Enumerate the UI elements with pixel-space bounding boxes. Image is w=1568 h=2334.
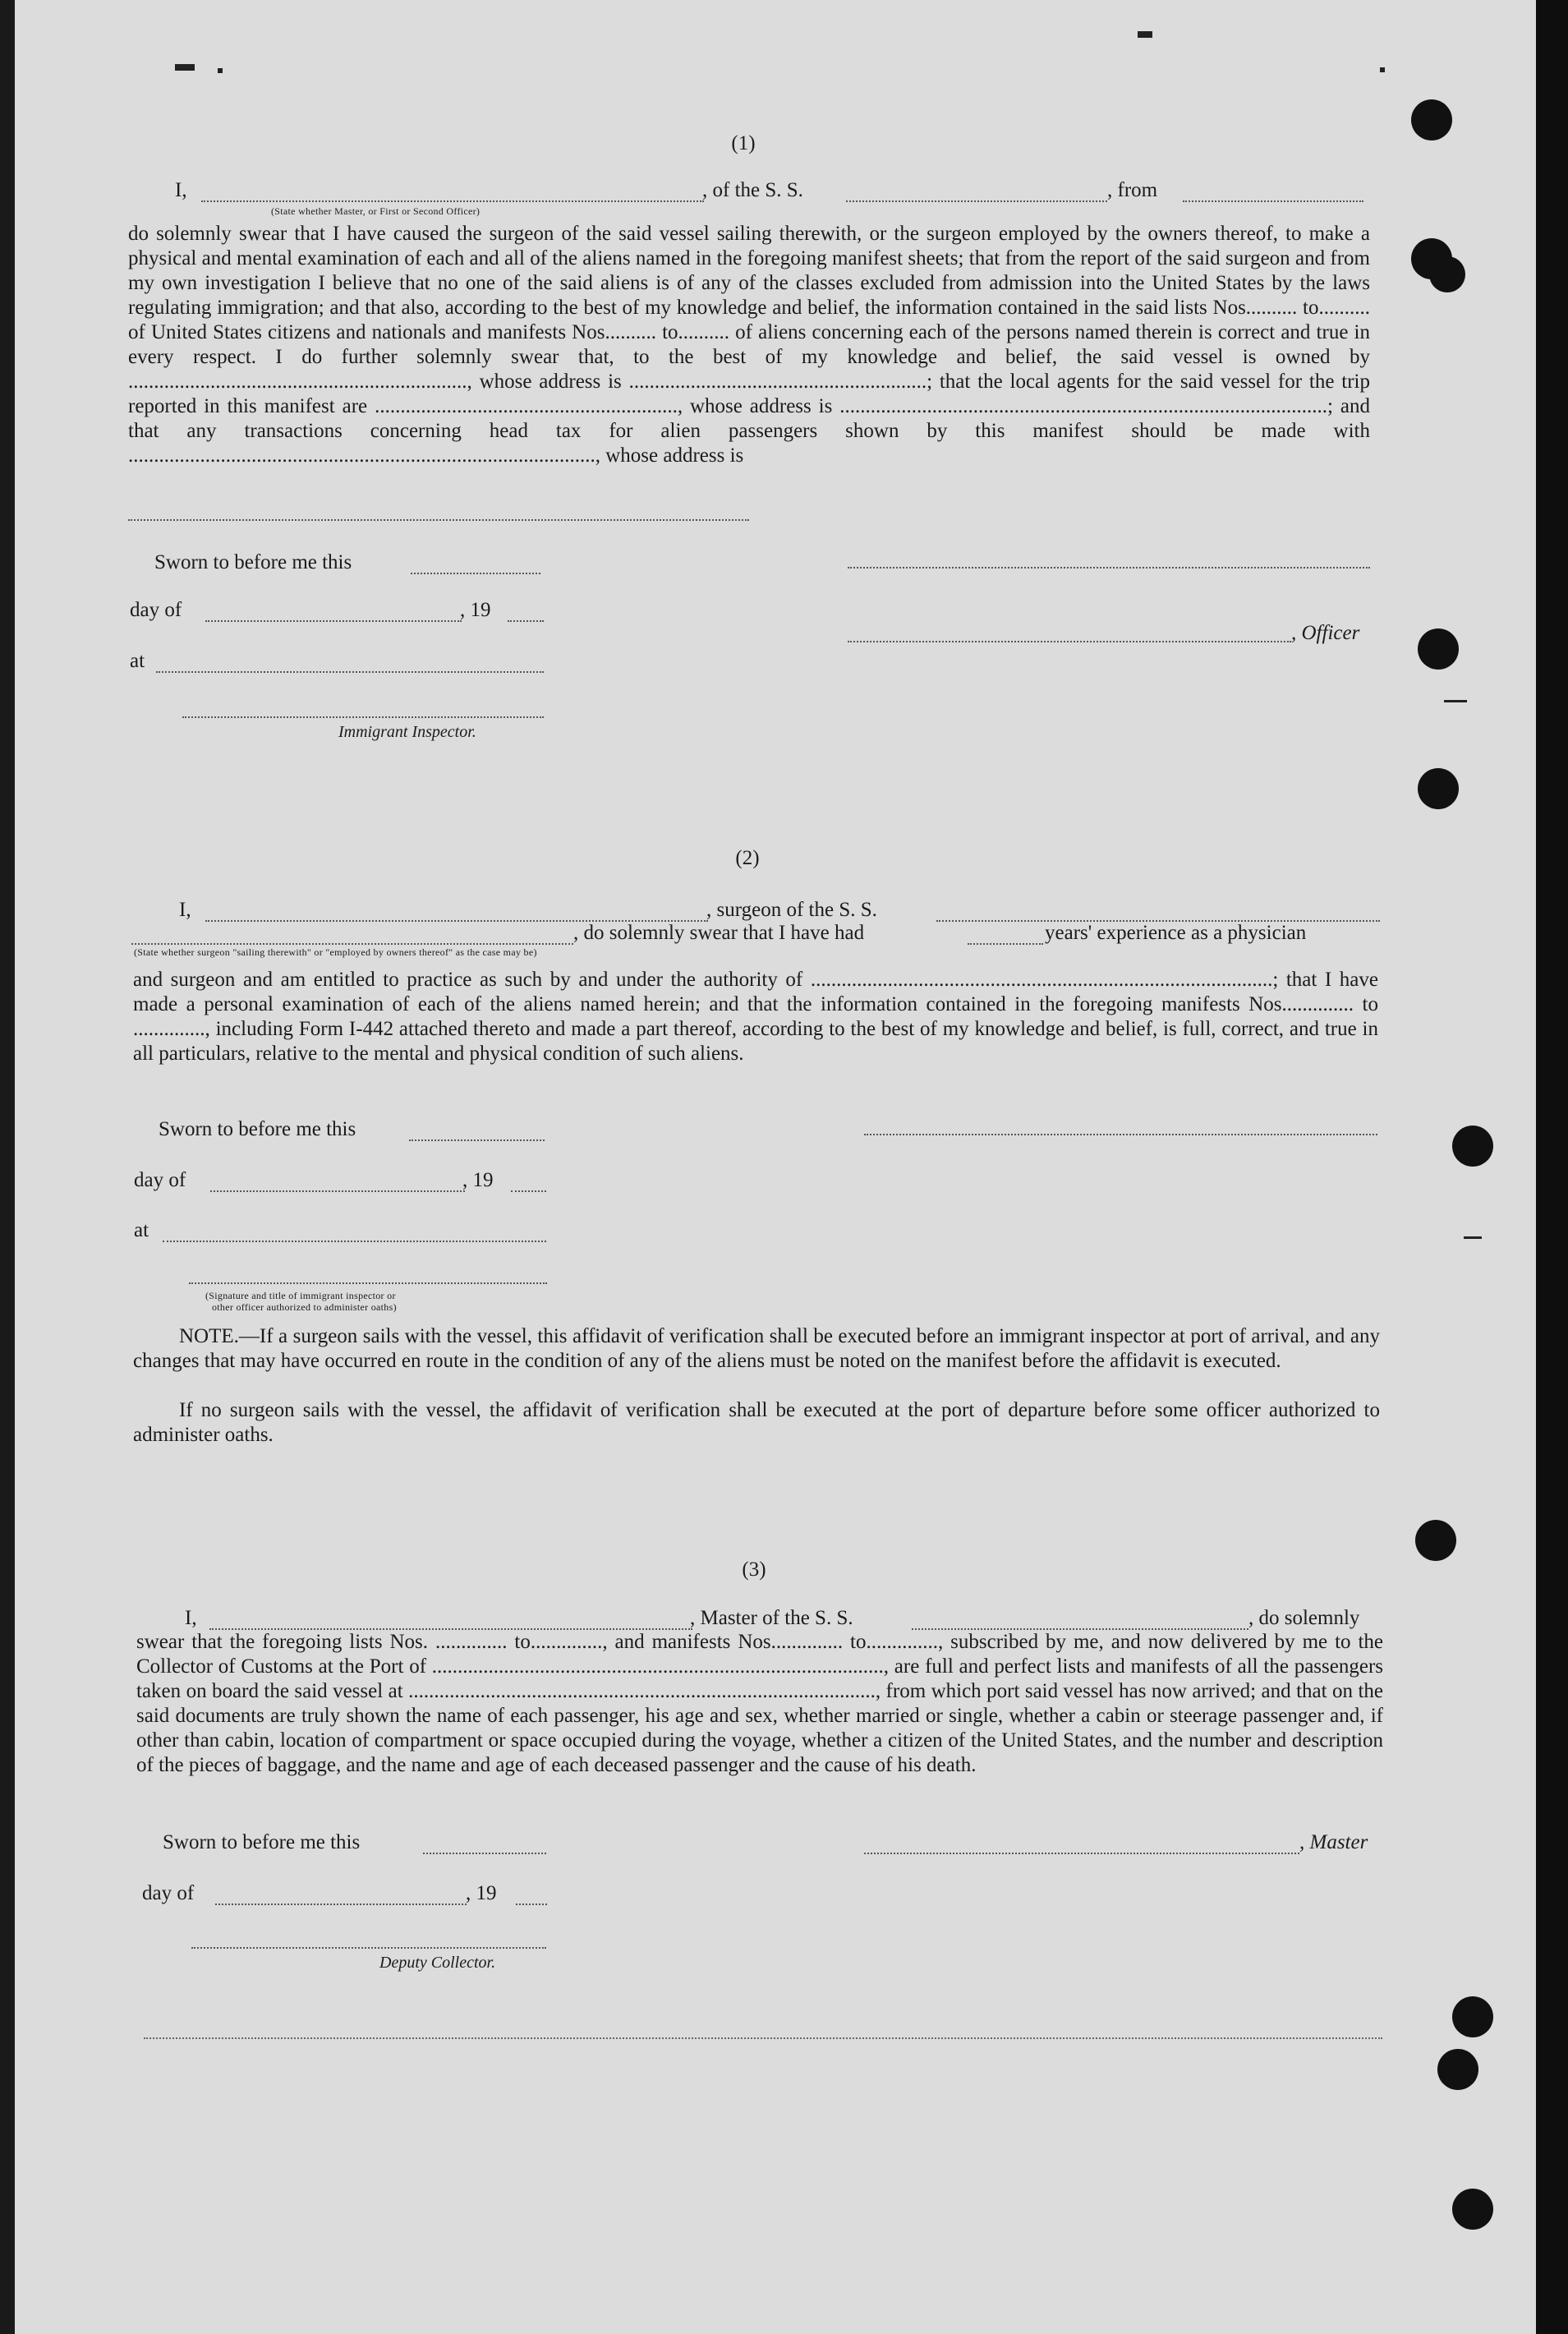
officer-title-field[interactable] <box>848 641 1291 642</box>
sworn-day-field[interactable] <box>411 573 540 574</box>
section-1-oath: do solemnly swear that I have caused the surgeon of the said vessel sailing therewith, or the surgeon employed by the owners thereof, to make a physical and mental examination of each and all of the aliens named in the foregoing manifest sheets; that from the report of the said surgeon and from my own investigation I believe that no one of the said aliens is of any of the classes excluded from admission into the United States by the laws regulating immigration; and that also, according to the best of my knowledge and belief, the information contained in the said lists Nos.......... to.......... of United States citizens and nationals and manifests Nos.......... to.......... of aliens concerning each of the persons named therein is correct and true in every respect. I do further solemnly swear that, to the best of my knowledge and belief, the said vessel is owned by .................................................................., whose address is ..........................................................; that the local agents for the said vessel for the trip reported in this manifest are ..........................................................., whose address is ...............................................................................................; and that any transactions concerning head tax for alien passengers shown by this manifest should be made with ..........................................................................................., whose address is <box>128 223 1370 467</box>
section-2-number: (2) <box>735 847 760 869</box>
sworn-place-field[interactable] <box>156 671 544 673</box>
section-2-year: , 19 <box>462 1169 494 1191</box>
section-2-swear: , do solemnly swear that I have had <box>573 922 865 944</box>
master-signature-field[interactable] <box>864 1853 1299 1854</box>
sworn-month-field-3[interactable] <box>215 1904 467 1905</box>
from-port-field[interactable] <box>1183 200 1363 202</box>
years-experience-field[interactable] <box>968 943 1043 945</box>
ink-speck <box>1444 700 1467 702</box>
section-3-master-ss: , Master of the S. S. <box>690 1607 853 1629</box>
section-3-day-of: day of <box>142 1882 195 1904</box>
officer-signature-field[interactable] <box>848 567 1370 569</box>
section-2-at: at <box>134 1219 149 1241</box>
section-1-of-ss: , of the S. S. <box>702 179 803 201</box>
section-2-sworn: Sworn to before me this <box>159 1118 356 1140</box>
sworn-year-field-2[interactable] <box>511 1190 546 1192</box>
note-label: NOTE. <box>179 1325 239 1347</box>
ink-speck <box>175 64 195 71</box>
section-1-day-of: day of <box>130 599 182 621</box>
section-1-sworn: Sworn to before me this <box>154 551 352 573</box>
page-edge <box>1536 0 1568 2334</box>
ink-speck <box>1464 1236 1482 1239</box>
punch-hole <box>1429 256 1465 292</box>
punch-hole <box>1437 2049 1478 2090</box>
section-2-years: years' experience as a physician <box>1045 922 1307 944</box>
section-2-note <box>133 1324 1380 1374</box>
section-3-oath: swear that the foregoing lists Nos. .............. to.............., and manifests Nos.............. to.............., subscribed by me, and now delivered by me to the Collector of Customs at the Port of ........................................................................................, are full and perfect lists and manifests of all the passengers taken on board the said vessel at ..........................................................................................., from which port said vessel has now arrived; and that on the said documents are truly shown the name of each passenger, his age and sex, whether married or single, whether a cabin or steerage passenger and, if other than cabin, location of compartment or space occupied during the voyage, whether a citizen of the United States, and the number and description of the pieces of baggage, and the name and age of each deceased passenger and the cause of his death. <box>136 1631 1383 1776</box>
section-2-day-of: day of <box>134 1169 186 1191</box>
signature-note-2: other officer authorized to administer oaths) <box>212 1301 397 1313</box>
vessel-name-field[interactable] <box>846 200 1107 202</box>
punch-hole <box>1452 1126 1493 1167</box>
section-1-i: I, <box>175 179 187 201</box>
section-2-note-2: If no surgeon sails with the vessel, the affidavit of verification shall be executed at the port of departure before some officer authorized to administer oaths. <box>133 1399 1380 1446</box>
sworn-place-field-2[interactable] <box>163 1241 546 1242</box>
punch-hole <box>1411 99 1452 140</box>
punch-hole <box>1415 1520 1456 1561</box>
officer-name-field[interactable] <box>201 200 704 202</box>
ink-speck <box>1138 31 1152 38</box>
sworn-year-field[interactable] <box>508 620 544 622</box>
section-2-i: I, <box>179 899 191 921</box>
section-2-surgeon-ss: , surgeon of the S. S. <box>706 899 877 921</box>
surgeon-note: (State whether surgeon "sailing therewith" or "employed by owners thereof" as the case may be) <box>134 946 537 958</box>
punch-hole <box>1452 1996 1493 2037</box>
section-1-number: (1) <box>731 132 756 154</box>
collector-label: Deputy Collector. <box>379 1954 496 1972</box>
officer-note: (State whether Master, or First or Second Officer) <box>271 205 481 217</box>
ink-speck <box>218 68 223 73</box>
punch-hole <box>1418 628 1459 670</box>
inspector-signature-field-2[interactable] <box>189 1282 547 1284</box>
section-1-from: , from <box>1107 179 1158 201</box>
bottom-rule <box>144 2037 1382 2039</box>
collector-signature-field[interactable] <box>191 1947 546 1949</box>
section-2-oath: and surgeon and am entitled to practice as such by and under the authority of ..........................................................................................; that I have made a personal examination of each of the aliens named herein; and that the information contained in the foregoing manifests Nos.............. to .............., including Form I-442 attached thereto and made a part thereof, according to the best of my knowledge and belief, is full, correct, and true in all particulars, relative to the mental and physical condition of such aliens. <box>133 969 1378 1065</box>
inspector-label: Immigrant Inspector. <box>338 723 476 741</box>
surgeon-type-field[interactable] <box>131 943 573 945</box>
sworn-day-field-3[interactable] <box>423 1853 546 1854</box>
sworn-day-field-2[interactable] <box>409 1139 545 1141</box>
surgeon-signature-field[interactable] <box>864 1134 1377 1135</box>
ink-speck <box>1380 67 1385 72</box>
address-continuation-field[interactable] <box>128 519 749 521</box>
section-1-year: , 19 <box>460 599 491 621</box>
section-3-year: , 19 <box>466 1882 497 1904</box>
section-3-swear: , do solemnly <box>1248 1607 1360 1629</box>
section-3-sworn: Sworn to before me this <box>163 1831 361 1853</box>
inspector-signature-field[interactable] <box>182 716 544 718</box>
sworn-month-field[interactable] <box>205 620 462 622</box>
punch-hole <box>1452 2189 1493 2230</box>
section-3-number: (3) <box>742 1558 766 1581</box>
sworn-month-field-2[interactable] <box>210 1190 465 1192</box>
officer-label: , Officer <box>1291 622 1360 644</box>
note-text: —If a surgeon sails with the vessel, this affidavit of verification shall be executed before an immigrant inspector at port of arrival, and any changes that may have occurred en route in the condition of any of the aliens must be noted on the manifest before the affidavit is executed. <box>133 1325 1380 1372</box>
punch-hole <box>1418 768 1459 809</box>
sworn-year-field-3[interactable] <box>516 1904 547 1905</box>
master-label: , Master <box>1299 1831 1368 1853</box>
section-3-i: I, <box>185 1607 197 1629</box>
section-1-at: at <box>130 650 145 672</box>
signature-note-1: (Signature and title of immigrant inspector or <box>205 1290 396 1301</box>
